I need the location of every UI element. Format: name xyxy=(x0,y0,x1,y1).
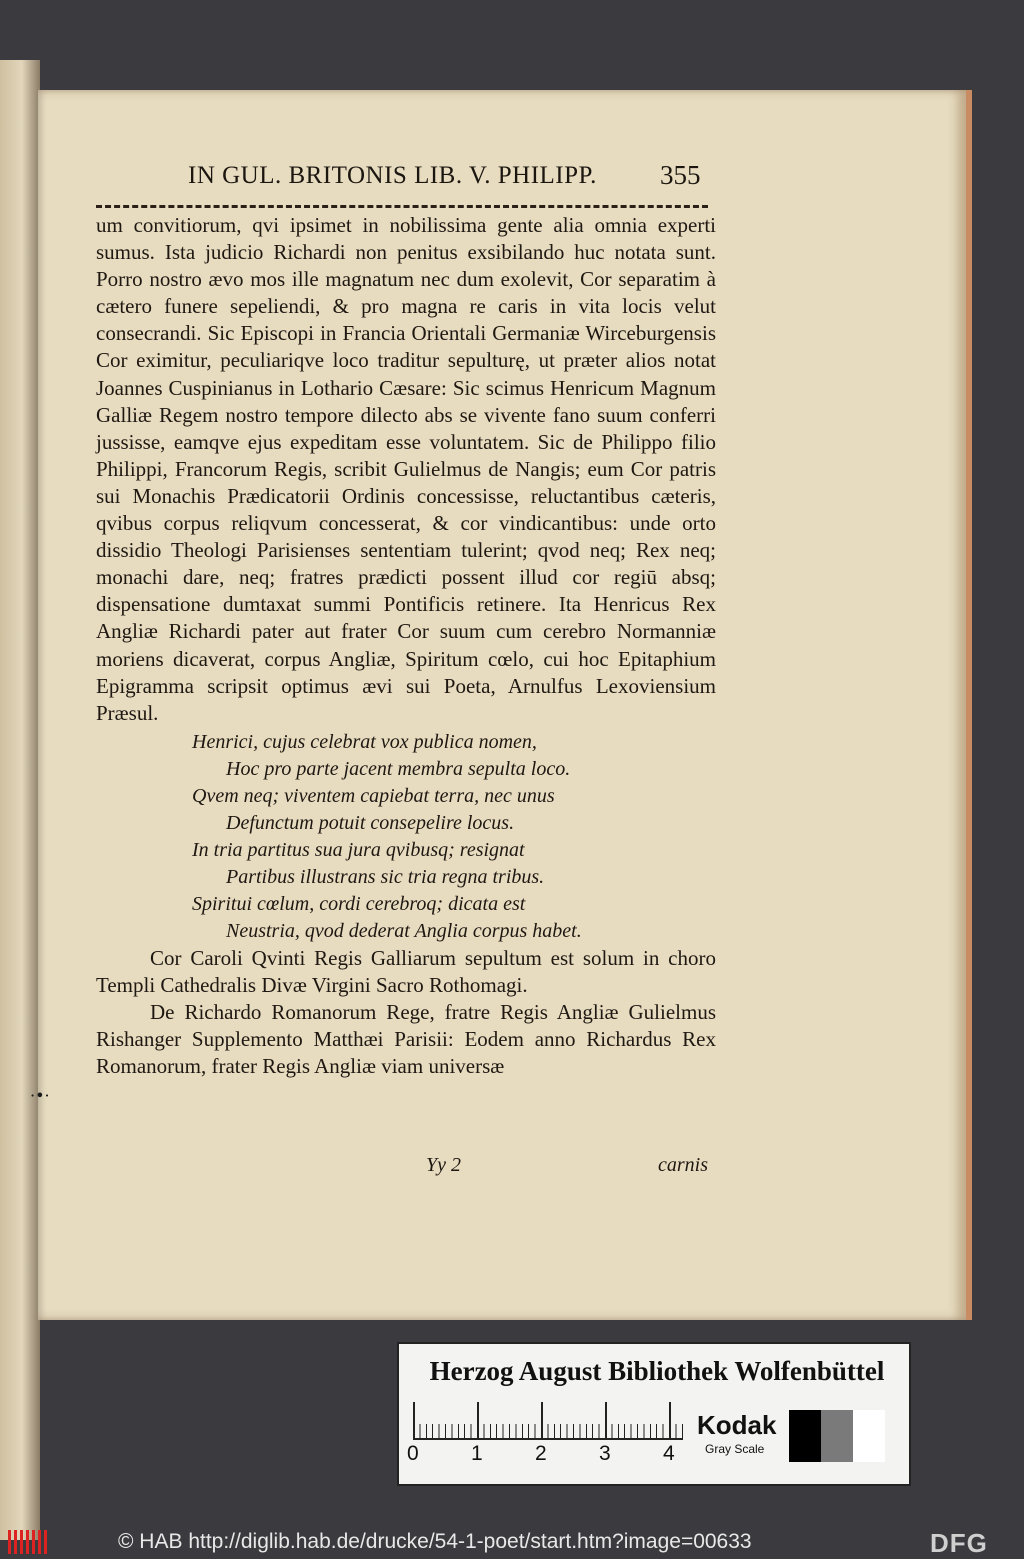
ruler-number: 3 xyxy=(599,1442,611,1465)
verse-line: Hoc pro parte jacent membra sepulta loco. xyxy=(226,757,571,780)
catchword: carnis xyxy=(658,1154,708,1176)
page-footer-row xyxy=(96,1154,708,1182)
scale-ruler xyxy=(413,1402,683,1440)
kodak-logo: Kodak xyxy=(697,1410,777,1440)
verse-line: Partibus illustrans sic tria regna tribus. xyxy=(226,865,545,888)
paragraph: um convitiorum, qvi ipsimet in nobilissima gente alia omnia experti sumus. Ista judicio Richardi non penitus exsibilando huc notata sunt. Porro nostro ævo mos ille magnatum nec dum exolevit, Cor separatim à cætero funere sepeliendi, & pro magna re caris in vita locis velut consecrandi. Sic Episcopi in Francia Orientali Germaniæ Wirceburgensis Cor eximitur, peculiariqve loco traditur sepulturę, ut præter alios notat Joannes Cuspinianus in Lothario Cæsare: Sic scimus Henricum Magnum Galliæ Regem nostro tempore dilecto abs se vivente fano suum conferri jussisse, eamqve ejus expeditam esse voluntatem. Sic de Philippo filio Philippi, Francorum Regis, scribit Gulielmus de Nangis; eum Cor patris sui Monachis Prædicatorii Ordinis concessisse, reluctantibus cæteris, qvibus corpus reliqvum concesserat, & cor vindicantibus: unde orto dissidio Theologi Parisienses sententiam tulerint; qvod neq; Rex neq; monachi dare, neq; fratres prædicti possent illud cor regiū absq; dispensatione dumtaxat summi Pontificis retinere. Ita Henricus Rex Angliæ Richardi pater aut frater Cor suum cum cerebro Normanniæ moriens dicaverat, corpus Angliæ, Spiritum cœlo, cui hoc Epitaphium Epigramma scripsit optimus ævi sui Poeta, Arnulfus Lexoviensium Præsul. xyxy=(96,213,716,725)
library-name: Herzog August Bibliothek Wolfenbüttel xyxy=(429,1356,885,1386)
ruler-major-tick xyxy=(413,1402,415,1438)
hab-logo-icon xyxy=(8,1530,48,1554)
ruler-number: 0 xyxy=(407,1442,419,1465)
paragraph: Cor Caroli Qvinti Regis Galliarum sepultum est solum in choro Templi Cathedralis Divæ Virgini Sacro Rothomagi. xyxy=(96,945,716,997)
body-text xyxy=(96,212,716,1080)
ruler-number: 2 xyxy=(535,1442,547,1465)
ruler-major-tick xyxy=(541,1402,543,1438)
verse-line: Qvem neq; viventem capiebat terra, nec unus xyxy=(192,784,555,807)
ruler-number: 4 xyxy=(663,1442,675,1465)
verse-line: In tria partitus sua jura qvibusq; resignat xyxy=(192,838,525,861)
dfg-logo: DFG xyxy=(930,1528,988,1558)
color-calibration-card xyxy=(397,1342,911,1486)
margin-mark: ·•· xyxy=(30,1086,50,1105)
verse-line: Neustria, qvod dederat Anglia corpus habet. xyxy=(226,919,582,942)
signature-mark: Yy 2 xyxy=(426,1154,461,1176)
verse-line: Spiritui cœlum, cordi cerebroq; dicata est xyxy=(192,892,526,915)
swatch-black xyxy=(789,1410,821,1462)
paragraph: De Richardo Romanorum Rege, fratre Regis Angliæ Gulielmus Rishanger Supplemento Matthæi Parisii: Eodem anno Richardus Rex Romanorum, frater Regis Angliæ viam universæ xyxy=(96,999,716,1079)
copyright-url[interactable]: © HAB http://diglib.hab.de/drucke/54-1-poet/start.htm?image=00633 xyxy=(118,1530,752,1553)
verse-line: Defunctum potuit consepelire locus. xyxy=(226,811,515,834)
swatch-white xyxy=(853,1410,885,1462)
grayscale-label: Gray Scale xyxy=(705,1442,765,1456)
verse-line: Henrici, cujus celebrat vox publica nomen, xyxy=(192,730,537,753)
left-page-edge xyxy=(0,60,40,1540)
running-head: IN GUL. BRITONIS LIB. V. PHILIPP. xyxy=(188,162,597,189)
ruler-major-tick xyxy=(669,1402,671,1438)
head-rule xyxy=(96,205,708,208)
epitaph-verse xyxy=(192,729,716,945)
page-number: 355 xyxy=(660,160,701,190)
viewer-footer xyxy=(0,1528,1024,1557)
ruler-major-tick xyxy=(477,1402,479,1438)
ruler-major-tick xyxy=(605,1402,607,1438)
ruler-number: 1 xyxy=(471,1442,483,1465)
grayscale-swatches xyxy=(789,1410,885,1462)
swatch-gray xyxy=(821,1410,853,1462)
